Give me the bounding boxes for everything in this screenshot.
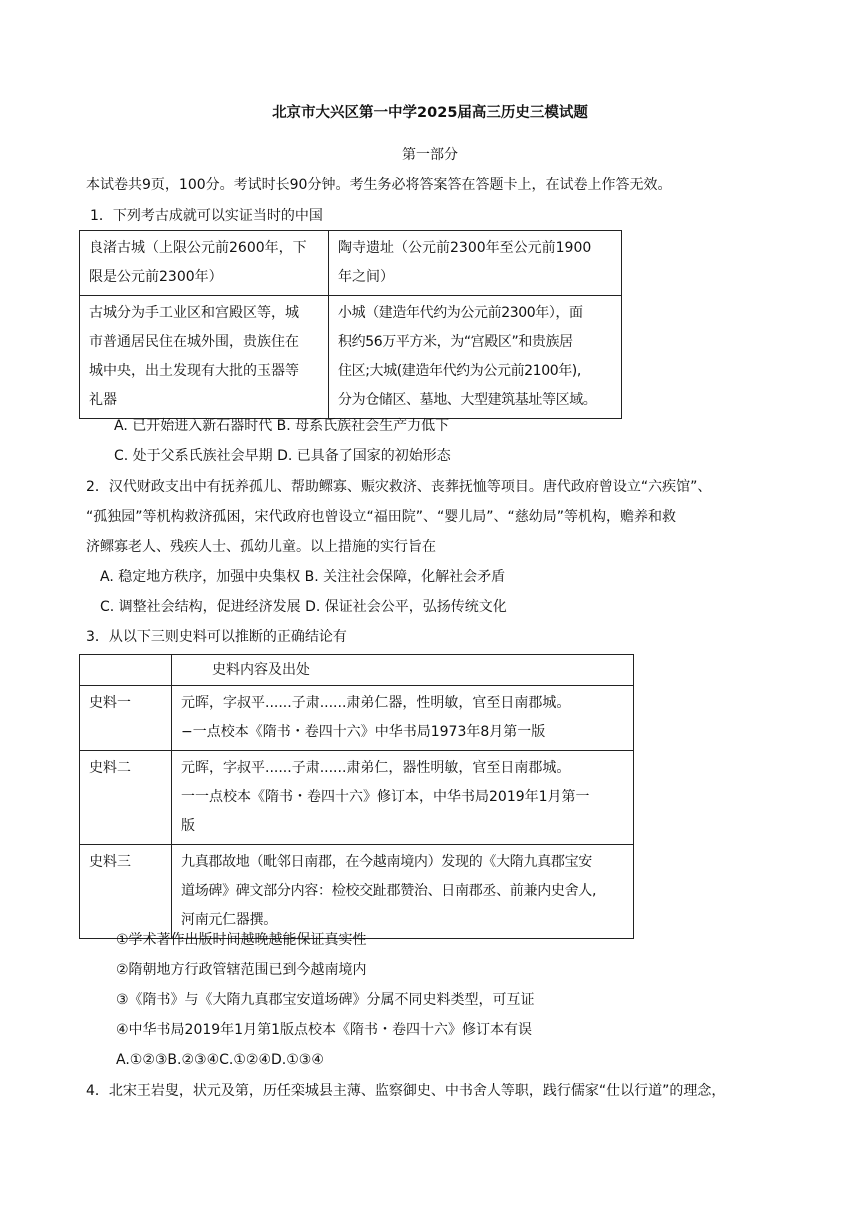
taosi-header-cell — [329, 231, 622, 296]
q3-options: A.①②③B.②③④C.①②④D.①③④ — [116, 1052, 324, 1068]
cell-line: 河南元仁器撰。 — [181, 912, 277, 928]
exam-title: 北京市大兴区第一中学2025届高三历史三模试题 — [272, 105, 588, 121]
source-label-cell: 史料三 — [80, 845, 172, 939]
q2-stem-line: 济鳏寡老人、残疾人士、孤幼儿童。以上措施的实行旨在 — [86, 539, 436, 555]
q4-stem: 4．北宋王岩叟，状元及第，历任栾城县主薄、监察御史、中书舍人等职，践行儒家“仕以行道”的理念， — [86, 1083, 726, 1099]
cell-line: 限是公元前2300年） — [89, 269, 223, 285]
liangzhu-header-cell — [80, 231, 329, 296]
source-content-cell — [172, 686, 634, 751]
liangzhu-description-cell — [80, 296, 329, 419]
q1-option-line-ab: A. 已开始进入新石器时代 B. 母系氏族社会生产力低下 — [114, 418, 450, 434]
cell-line: 古城分为手工业区和宫殿区等，城 — [89, 305, 299, 321]
q3-statement: ②隋朝地方行政管辖范围已到今越南境内 — [116, 962, 367, 978]
cell-line: 元晖，字叔平......子肃......肃弟仁器，性明敏，官至日南郡城。 — [181, 695, 571, 711]
source-label-cell: 史料一 — [80, 686, 172, 751]
table-row — [80, 845, 634, 939]
q2-stem-line: “孤独园”等机构救济孤困，宋代政府也曾设立“福田院”、“婴儿局”、“慈幼局”等机构，赡养和救 — [86, 509, 677, 525]
q2-option-line-cd: C. 调整社会结构，促进经济发展 D. 保证社会公平，弘扬传统文化 — [100, 599, 507, 615]
exam-instructions: 本试卷共9页，100分。考试时长90分钟。考生务必将答案答在答题卡上，在试卷上作答无效。 — [86, 177, 672, 193]
cell-line: 九真郡故地（毗邻日南郡，在今越南境内）发现的《大隋九真郡宝安 — [181, 854, 592, 870]
q3-statement: ①学术著作出版时间越晚越能保证真实性 — [116, 932, 367, 948]
q2-stem-line: 2．汉代财政支出中有抚养孤儿、帮助鳏寡、赈灾救济、丧葬抚恤等项目。唐代政府曾设立“六疾馆”、 — [86, 479, 712, 495]
q1-option-line-cd: C. 处于父系氏族社会早期 D. 已具备了国家的初始形态 — [114, 448, 451, 464]
q2-option-line-ab: A. 稳定地方秩序，加强中央集权 B. 关注社会保障，化解社会矛盾 — [100, 569, 506, 585]
table-row — [80, 655, 634, 686]
cell-line: 小城（建造年代约为公元前2300年），面 — [338, 305, 583, 321]
q1-stem: 1．下列考古成就可以实证当时的中国 — [90, 208, 323, 224]
cell-line: 一一点校本《隋书・卷四十六》修订本，中华书局2019年1月第一 — [181, 789, 590, 805]
source-content-cell — [172, 751, 634, 845]
cell-line: 道场碑》碑文部分内容：检校交趾郡赞治、日南郡丞、前兼内史舍人, — [181, 883, 597, 899]
sources-header-cell: 史料内容及出处 — [172, 655, 634, 686]
cell-line: 良渚古城（上限公元前2600年，下 — [89, 240, 307, 256]
part-heading: 第一部分 — [402, 147, 458, 163]
q3-statement: ④中华书局2019年1月第1版点校本《隋书・卷四十六》修订本有误 — [116, 1022, 532, 1038]
cell-line: 元晖，字叔平......子肃......肃弟仁，器性明敏，官至日南郡城。 — [181, 760, 571, 776]
q3-sources-table — [79, 654, 634, 939]
source-label-cell: 史料二 — [80, 751, 172, 845]
q3-statement: ③《隋书》与《大隋九真郡宝安道场碑》分属不同史料类型，可互证 — [116, 992, 535, 1008]
cell-line: 礼器 — [89, 392, 117, 408]
table-row — [80, 231, 622, 296]
cell-line: 城中央，出土发现有大批的玉器等 — [89, 363, 299, 379]
table-row — [80, 751, 634, 845]
cell-line: 市普通居民住在城外围，贵族住在 — [89, 334, 299, 350]
cell-line: 积约56万平方米，为“宫殿区”和贵族居 — [338, 334, 573, 350]
cell-line: 分为仓储区、墓地、大型建筑基址等区域。 — [338, 392, 597, 408]
cell-line: 住区;大城(建造年代约为公元前2100年), — [338, 363, 581, 379]
table-row — [80, 686, 634, 751]
taosi-description-cell — [329, 296, 622, 419]
empty-header-cell — [80, 655, 172, 686]
table-row — [80, 296, 622, 419]
source-content-cell — [172, 845, 634, 939]
q1-archaeology-table — [79, 230, 622, 419]
q3-stem: 3．从以下三则史料可以推断的正确结论有 — [86, 629, 347, 645]
cell-line: −一点校本《隋书・卷四十六》中华书局1973年8月第一版 — [181, 724, 546, 740]
cell-line: 陶寺遗址（公元前2300年至公元前1900 — [338, 240, 592, 256]
cell-line: 版 — [181, 818, 195, 834]
cell-line: 年之间） — [338, 269, 394, 285]
